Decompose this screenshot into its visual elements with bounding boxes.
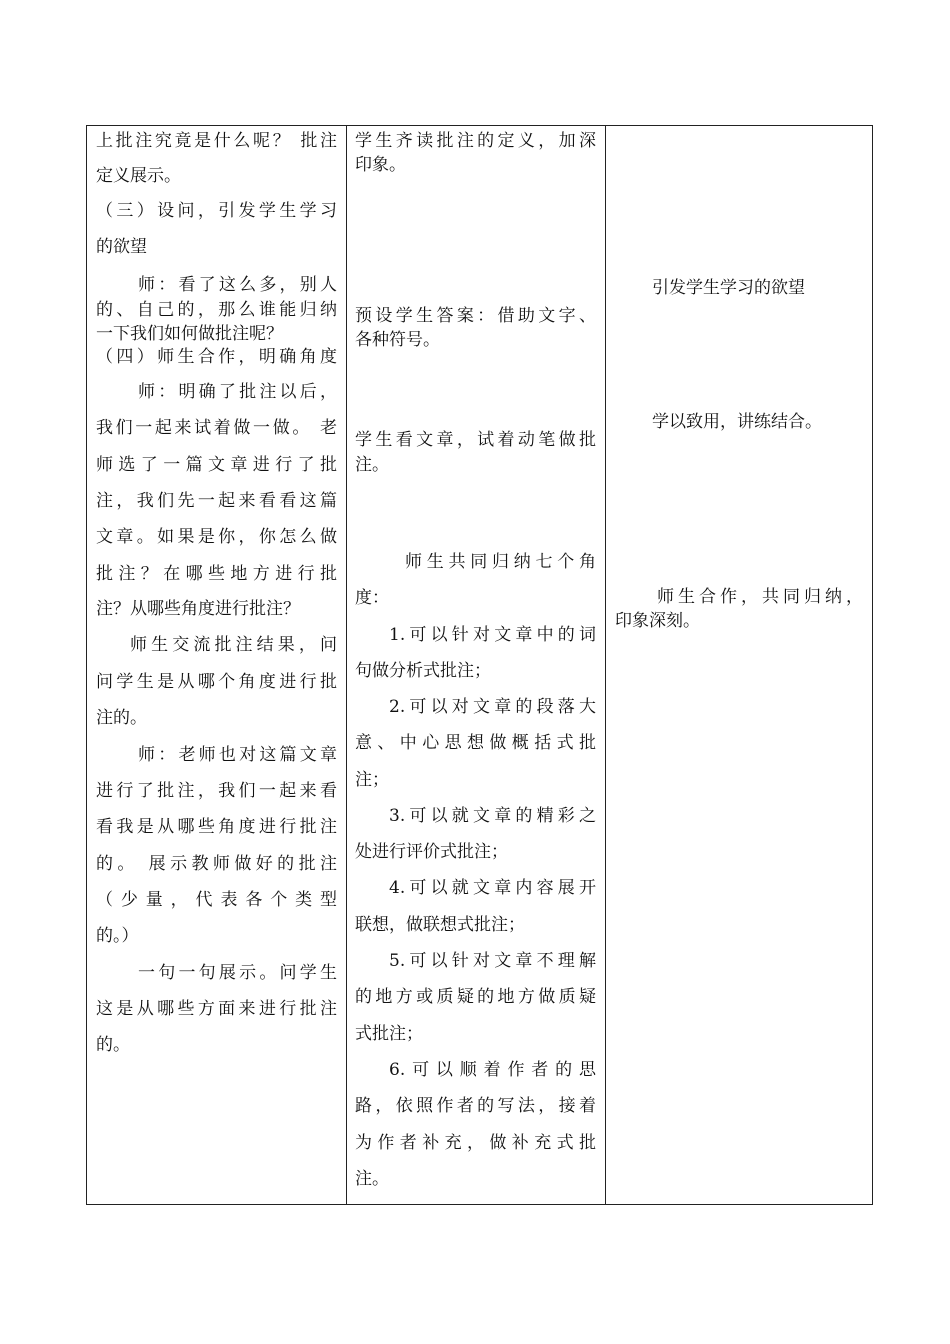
text-line: 引发学生学习的欲望 <box>652 278 805 298</box>
text-line: 注。 <box>355 1169 389 1189</box>
text-line: 师生共同归纳七个角 <box>405 552 596 572</box>
text-line: 的。 展示教师做好的批注 <box>96 854 337 874</box>
text-line: 学以致用，讲练结合。 <box>652 412 822 432</box>
teacher-activity-cell <box>87 126 346 1204</box>
design-intent-cell <box>605 126 872 1204</box>
text-line: 批注？在哪些地方进行批 <box>96 564 337 584</box>
text-line: 学生齐读批注的定义，加深 <box>355 131 596 151</box>
text-line: 4.可以就文章内容展开 <box>389 878 596 898</box>
text-line: 1.可以针对文章中的词 <box>389 625 596 645</box>
text-line: 的、自己的，那么谁能归纳 <box>96 300 337 320</box>
student-activity-cell <box>346 126 605 1204</box>
text-line: 的。） <box>96 926 139 946</box>
text-line: 师：明确了批注以后， <box>138 382 337 402</box>
text-line: 注。 <box>355 455 389 475</box>
text-line: 进行了批注，我们一起来看 <box>96 781 337 801</box>
text-line: 学生看文章，试着动笔做批 <box>355 430 596 450</box>
text-line: 文章。如果是你，你怎么做 <box>96 527 337 547</box>
text-line: 2.可以对文章的段落大 <box>389 697 596 717</box>
text-line: 3.可以就文章的精彩之 <box>389 806 596 826</box>
text-line: 一句一句展示。问学生 <box>138 963 337 983</box>
text-line: 预设学生答案：借助文字、 <box>355 306 596 326</box>
text-line: 上批注究竟是什么呢？ 批注 <box>96 131 337 151</box>
text-line: 这是从哪些方面来进行批注 <box>96 999 337 1019</box>
text-line: 度： <box>355 588 389 608</box>
text-line: 意、中心思想做概括式批 <box>355 733 596 753</box>
text-line: 注，我们先一起来看看这篇 <box>96 491 337 511</box>
text-line: 师生交流批注结果，问 <box>130 635 337 655</box>
text-line: 注； <box>355 770 389 790</box>
text-line: 的欲望 <box>96 237 147 257</box>
text-line: 印象深刻。 <box>615 611 700 631</box>
text-line: 师：看了这么多，别人 <box>138 275 337 295</box>
text-line: 路，依照作者的写法，接着 <box>355 1096 596 1116</box>
text-line: 处进行评价式批注； <box>355 842 508 862</box>
text-line: 式批注； <box>355 1024 423 1044</box>
text-line: 一下我们如何做批注呢？ <box>96 324 283 344</box>
text-line: 问学生是从哪个角度进行批 <box>96 672 337 692</box>
text-line: 各种符号。 <box>355 330 440 350</box>
text-line: （三）设问，引发学生学习 <box>96 201 337 221</box>
text-line: 联想，做联想式批注； <box>355 915 525 935</box>
text-line: 的。 <box>96 1035 130 1055</box>
text-line: 看我是从哪些角度进行批注 <box>96 817 337 837</box>
text-line: 注？从哪些角度进行批注？ <box>96 599 300 619</box>
text-line: 为作者补充，做补充式批 <box>355 1133 596 1153</box>
text-line: 句做分析式批注； <box>355 661 491 681</box>
text-line: （四）师生合作，明确角度 <box>96 347 337 367</box>
text-line: 我们一起来试着做一做。 老 <box>96 418 337 438</box>
text-line: （少量，代表各个类型 <box>96 890 337 910</box>
text-line: 注的。 <box>96 708 147 728</box>
text-line: 师：老师也对这篇文章 <box>138 745 337 765</box>
text-line: 师选了一篇文章进行了批 <box>96 455 337 475</box>
text-line: 印象。 <box>355 155 406 175</box>
lesson-table <box>86 125 873 1205</box>
text-line: 6.可以顺着作者的思 <box>389 1060 596 1080</box>
text-line: 师生合作，共同归纳， <box>657 587 863 607</box>
text-line: 5.可以针对文章不理解 <box>389 951 596 971</box>
text-line: 的地方或质疑的地方做质疑 <box>355 987 596 1007</box>
text-line: 定义展示。 <box>96 166 181 186</box>
